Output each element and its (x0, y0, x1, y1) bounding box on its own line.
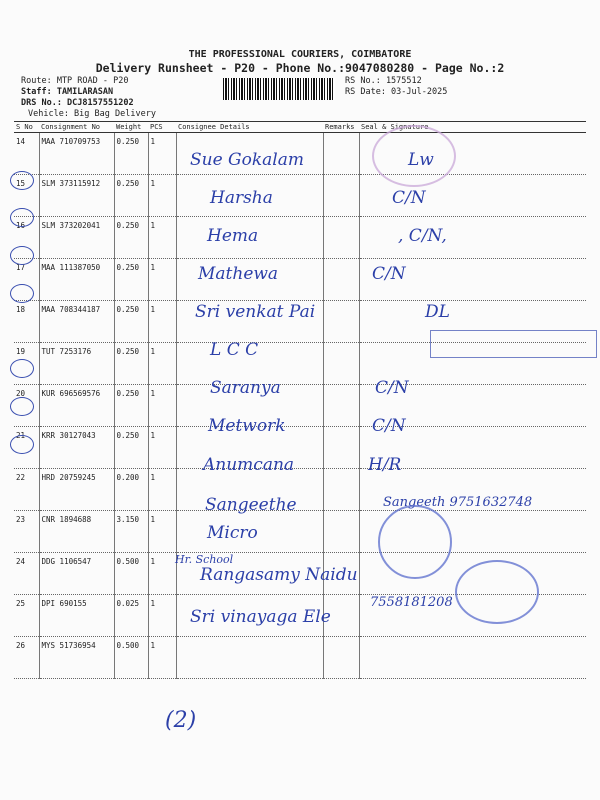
pcs: 1 (148, 217, 176, 259)
barcode (223, 78, 335, 100)
consignment-no: MAA 708344187 (39, 301, 114, 343)
signature-handwriting: C/N (375, 378, 409, 398)
pcs: 1 (148, 553, 176, 595)
weight: 0.250 (114, 259, 148, 301)
consignee-handwriting: Rangasamy Naidu (200, 565, 358, 585)
pcs: 1 (148, 637, 176, 679)
company-title: THE PROFESSIONAL COURIERS, COIMBATORE (188, 49, 412, 60)
col-pcs: PCS (148, 122, 176, 133)
rs-date: RS Date: 03-Jul-2025 (345, 87, 448, 97)
pcs: 1 (148, 175, 176, 217)
remarks-cell (323, 301, 359, 343)
col-remarks: Remarks (323, 122, 359, 133)
vehicle: Vehicle: Big Bag Delivery (28, 109, 156, 119)
pcs: 1 (148, 385, 176, 427)
remarks-cell (323, 133, 359, 175)
consignee-handwriting: Metwork (208, 416, 286, 436)
shop-stamp (455, 560, 539, 624)
courier-stamp (378, 505, 452, 579)
sno: 23 (14, 511, 39, 553)
rect-stamp (430, 330, 597, 358)
consignment-no: TUT 7253176 (39, 343, 114, 385)
consignee-handwriting: Saranya (210, 378, 281, 398)
table-header-row (14, 122, 586, 133)
col-seal: Seal & Signature (359, 122, 586, 133)
serial-circle-18 (10, 284, 34, 303)
sno: 22 (14, 469, 39, 511)
remarks-cell (323, 175, 359, 217)
consignee-handwriting: Anumcana (203, 455, 295, 475)
consignment-no: SLM 373202041 (39, 217, 114, 259)
consignee-handwriting: Micro (207, 523, 258, 543)
weight: 0.025 (114, 595, 148, 637)
signature-handwriting: C/N (372, 264, 406, 284)
consignee-handwriting: Mathewa (198, 264, 279, 284)
remarks-cell (323, 259, 359, 301)
consignee-handwriting: Sri vinayaga Ele (190, 607, 331, 627)
consignee-handwriting: Sri venkat Pai (195, 302, 316, 322)
page-mark: (2) (165, 708, 197, 733)
pcs: 1 (148, 427, 176, 469)
seal-stamp (372, 125, 456, 187)
pcs: 1 (148, 133, 176, 175)
consignment-no: MYS 51736954 (39, 637, 114, 679)
weight: 0.500 (114, 553, 148, 595)
consignment-no: KUR 696569576 (39, 385, 114, 427)
table-row (14, 385, 586, 427)
sno: 17 (14, 259, 39, 301)
consignee-handwriting: Harsha (210, 188, 273, 208)
pcs: 1 (148, 259, 176, 301)
signature-handwriting: 7558181208 (370, 595, 453, 610)
sno: 25 (14, 595, 39, 637)
drs-number: DRS No.: DCJ8157551202 (21, 98, 134, 108)
seal-cell (359, 637, 586, 679)
weight: 0.250 (114, 385, 148, 427)
route: Route: MTP ROAD - P20 (21, 76, 129, 86)
serial-circle-15 (10, 171, 34, 190)
sno: 20 (14, 385, 39, 427)
sno: 14 (14, 133, 39, 175)
serial-circle-17 (10, 246, 34, 265)
consignment-no: HRD 20759245 (39, 469, 114, 511)
table-row (14, 217, 586, 259)
signature-handwriting: H/R (368, 455, 402, 475)
table-row (14, 427, 586, 469)
pcs: 1 (148, 469, 176, 511)
pcs: 1 (148, 595, 176, 637)
remarks-cell (323, 385, 359, 427)
table-row (14, 511, 586, 553)
sno: 24 (14, 553, 39, 595)
runsheet-subtitle: Delivery Runsheet - P20 - Phone No.:9047080280 - Page No.:2 (95, 61, 505, 75)
sno: 15 (14, 175, 39, 217)
remarks-cell (323, 427, 359, 469)
consignment-no: MAA 111387050 (39, 259, 114, 301)
signature-handwriting: Sangeeth 9751632748 (383, 495, 533, 510)
consignee-cell (176, 637, 323, 679)
consignee-handwriting: L C C (210, 340, 259, 360)
table-row (14, 637, 586, 679)
weight: 3.150 (114, 511, 148, 553)
pcs: 1 (148, 343, 176, 385)
remarks-cell (323, 343, 359, 385)
weight: 0.250 (114, 343, 148, 385)
consignment-no: MAA 710709753 (39, 133, 114, 175)
serial-circle-22 (10, 435, 34, 454)
weight: 0.200 (114, 469, 148, 511)
signature-handwriting: C/N (392, 188, 426, 208)
table-row (14, 175, 586, 217)
rs-number: RS No.: 1575512 (345, 76, 422, 86)
signature-handwriting: C/N (372, 416, 406, 436)
col-consignee: Consignee Details (176, 122, 323, 133)
weight: 0.250 (114, 301, 148, 343)
col-weight: Weight (114, 122, 148, 133)
weight: 0.250 (114, 217, 148, 259)
col-sno: S No (14, 122, 39, 133)
serial-circle-16 (10, 208, 34, 227)
remarks-cell (323, 217, 359, 259)
pcs: 1 (148, 511, 176, 553)
consignee-handwriting: Sangeethe (205, 495, 297, 515)
sno: 19 (14, 343, 39, 385)
consignment-no: CNR 1894688 (39, 511, 114, 553)
sno: 26 (14, 637, 39, 679)
col-consignment: Consignment No (39, 122, 114, 133)
consignee-handwriting: Sue Gokalam (190, 150, 305, 170)
consignment-no: KRR 30127043 (39, 427, 114, 469)
staff: Staff: TAMILARASAN (21, 87, 114, 97)
sno: 16 (14, 217, 39, 259)
consignment-no: DPI 690155 (39, 595, 114, 637)
weight: 0.500 (114, 637, 148, 679)
signature-handwriting: Lw (408, 150, 434, 170)
seal-cell (359, 217, 586, 259)
signature-handwriting: , C/N, (398, 226, 447, 246)
table-row (14, 259, 586, 301)
consignment-no: SLM 373115912 (39, 175, 114, 217)
serial-circle-21 (10, 397, 34, 416)
signature-handwriting: DL (425, 302, 450, 322)
weight: 0.250 (114, 175, 148, 217)
sno: 18 (14, 301, 39, 343)
sno: 21 (14, 427, 39, 469)
consignee-handwriting: Hema (207, 226, 259, 246)
pcs: 1 (148, 301, 176, 343)
remarks-cell (323, 511, 359, 553)
remarks-cell (323, 637, 359, 679)
note-hr-school: Hr. School (175, 553, 234, 566)
remarks-cell (323, 469, 359, 511)
weight: 0.250 (114, 427, 148, 469)
consignment-no: DDG 1106547 (39, 553, 114, 595)
serial-circle-20 (10, 359, 34, 378)
weight: 0.250 (114, 133, 148, 175)
